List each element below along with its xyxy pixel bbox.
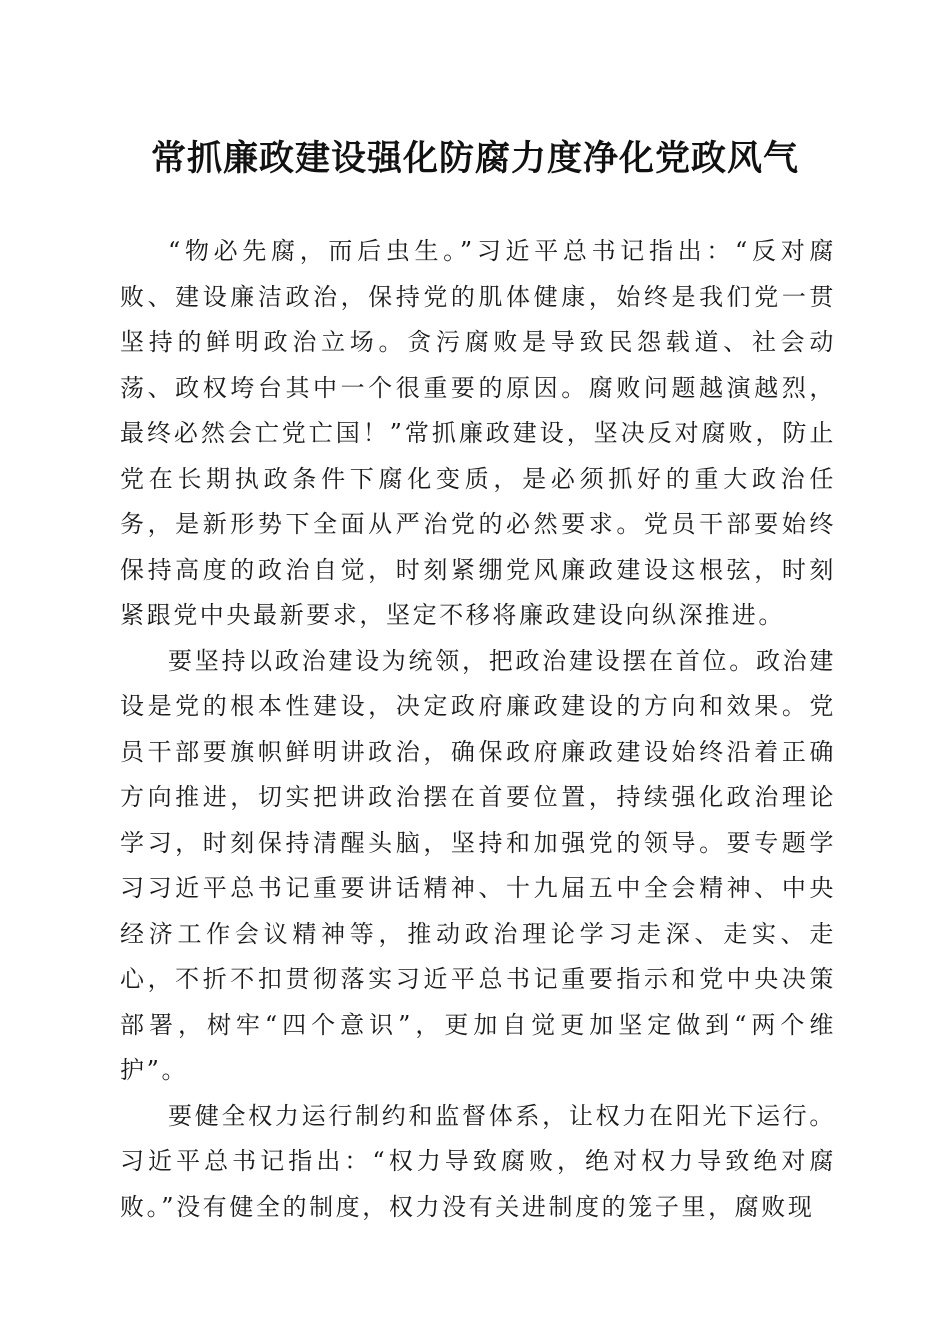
document-title: 常抓廉政建设强化防腐力度净化党政风气: [150, 138, 799, 179]
paragraph-2: 要坚持以政治建设为统领，把政治建设摆在首位。政治建设是党的根本性建设，决定政府廉政建设的方向和效果。党员干部要旗帜鲜明讲政治，确保政府廉政建设始终沿着正确方向推进，切实把讲政治摆在首要位置，持续强化政治理论学习，时刻保持清醒头脑，坚持和加强党的领导。要专题学习习近平总书记重要讲话精神、十九届五中全会精神、中央经济工作会议精神等，推动政治理论学习走深、走实、走心，不折不扣贯彻落实习近平总书记重要指示和党中央决策部署，树牢“四个意识”，更加自觉更加坚定做到“两个维护”。: [120, 646, 836, 1084]
document-body: [120, 229, 836, 1230]
paragraph-1: “物必先腐，而后虫生。”习近平总书记指出：“反对腐败、建设廉洁政治，保持党的肌体健康，始终是我们党一贯坚持的鲜明政治立场。贪污腐败是导致民怨载道、社会动荡、政权垮台其中一个很重要的原因。腐败问题越演越烈，最终必然会亡党亡国！”常抓廉政建设，坚决反对腐败，防止党在长期执政条件下腐化变质，是必须抓好的重大政治任务，是新形势下全面从严治党的必然要求。党员干部要始终保持高度的政治自觉，时刻紧绷党风廉政建设这根弦，时刻紧跟党中央最新要求，坚定不移将廉政建设向纵深推进。: [120, 237, 836, 629]
paragraph-3: 要健全权力运行制约和监督体系，让权力在阳光下运行。习近平总书记指出：“权力导致腐败，绝对权力导致绝对腐败。”没有健全的制度，权力没有关进制度的笼子里，腐败现: [120, 1101, 836, 1221]
